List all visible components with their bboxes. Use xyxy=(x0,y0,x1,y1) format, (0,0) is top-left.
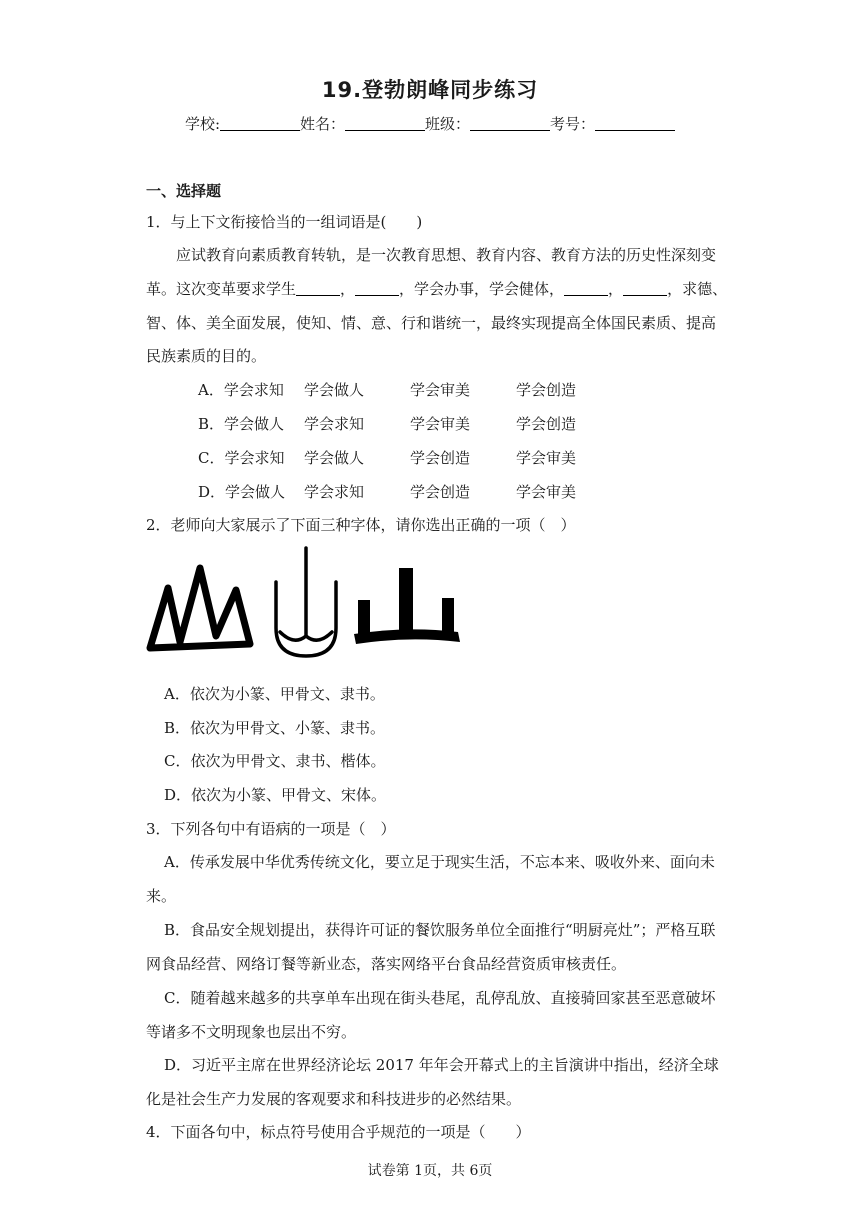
blank-2 xyxy=(355,282,399,296)
q3-option-a-cont: 来。 xyxy=(146,887,177,905)
q1-option-c[interactable]: C．学会求知 学会做人 学会创造 学会审美 xyxy=(198,449,577,467)
shan-clerical-glyph xyxy=(354,568,460,644)
q1-stem: 1．与上下文衔接恰当的一组词语是( ) xyxy=(146,213,423,231)
name-label: 姓名： xyxy=(300,115,346,133)
q2-option-d[interactable]: D．依次为小篆、甲骨文、宋体。 xyxy=(164,786,387,804)
school-label: 学校: xyxy=(184,115,220,133)
q1-passage-line1: 应试教育向素质教育转轨，是一次教育思想、教育内容、教育方法的历史性深刻变 xyxy=(146,246,717,264)
q1-option-d[interactable]: D．学会做人 学会求知 学会创造 学会审美 xyxy=(198,483,577,501)
q3-option-a[interactable]: A．传承发展中华优秀传统文化，要立足于现实生活，不忘本来、吸收外来、面向未 xyxy=(164,853,715,871)
q1-passage-line2: 革。这次变革要求学生 ， ，学会办事，学会健体， ， ，求德、 xyxy=(146,280,728,298)
q3-option-d-cont: 化是社会生产力发展的客观要求和科技进步的必然结果。 xyxy=(146,1090,522,1108)
q2-option-b[interactable]: B．依次为甲骨文、小篆、隶书。 xyxy=(164,719,386,737)
q1-option-b[interactable]: B．学会做人 学会求知 学会审美 学会创造 xyxy=(198,415,577,433)
q1-passage-line4: 民族素质的目的。 xyxy=(146,347,267,365)
class-blank[interactable] xyxy=(470,116,550,131)
q2-option-a[interactable]: A．依次为小篆、甲骨文、隶书。 xyxy=(164,685,385,703)
page-footer: 试卷第 1页，共 6页 xyxy=(367,1163,493,1179)
q3-stem: 3．下列各句中有语病的一项是（ ） xyxy=(146,820,396,838)
blank-3 xyxy=(564,282,608,296)
q3-option-d[interactable]: D．习近平主席在世界经济论坛 2017 年年会开幕式上的主旨演讲中指出，经济全球 xyxy=(164,1056,719,1074)
q4-stem: 4．下面各句中，标点符号使用合乎规范的一项是（ ） xyxy=(146,1123,531,1141)
shan-oracle-glyph xyxy=(150,568,250,648)
exam-no-blank[interactable] xyxy=(595,116,675,131)
q3-option-b-cont: 网食品经营、网络订餐等新业态，落实网络平台食品经营资质审核责任。 xyxy=(146,955,627,973)
q3-option-c-cont: 等诸多不文明现象也层出不穷。 xyxy=(146,1023,357,1041)
q3-option-b[interactable]: B．食品安全规划提出，获得许可证的餐饮服务单位全面推行“明厨亮灶”；严格互联 xyxy=(164,921,716,939)
shan-characters-image xyxy=(146,538,466,664)
q2-option-c[interactable]: C．依次为甲骨文、隶书、楷体。 xyxy=(164,752,386,770)
blank-4 xyxy=(623,282,667,296)
q1-option-a[interactable]: A．学会求知 学会做人 学会审美 学会创造 xyxy=(198,381,577,399)
shan-seal-glyph xyxy=(276,548,336,656)
name-blank[interactable] xyxy=(345,116,425,131)
student-info-line xyxy=(0,113,860,134)
section-heading: 一、选择题 xyxy=(146,182,222,200)
q2-stem: 2．老师向大家展示了下面三种字体，请你选出正确的一项（ ） xyxy=(146,516,576,534)
blank-1 xyxy=(296,282,340,296)
school-blank[interactable] xyxy=(220,116,300,131)
exam-no-label: 考号： xyxy=(550,115,596,133)
page-title: 19.登勃朗峰同步练习 xyxy=(321,78,539,102)
q3-option-c[interactable]: C．随着越来越多的共享单车出现在街头巷尾，乱停乱放、直接骑回家甚至恶意破坏 xyxy=(164,989,716,1007)
q1-passage-line3: 智、体、美全面发展，使知、情、意、行和谐统一，最终实现提高全体国民素质、提高 xyxy=(146,314,717,332)
class-label: 班级： xyxy=(425,115,471,133)
